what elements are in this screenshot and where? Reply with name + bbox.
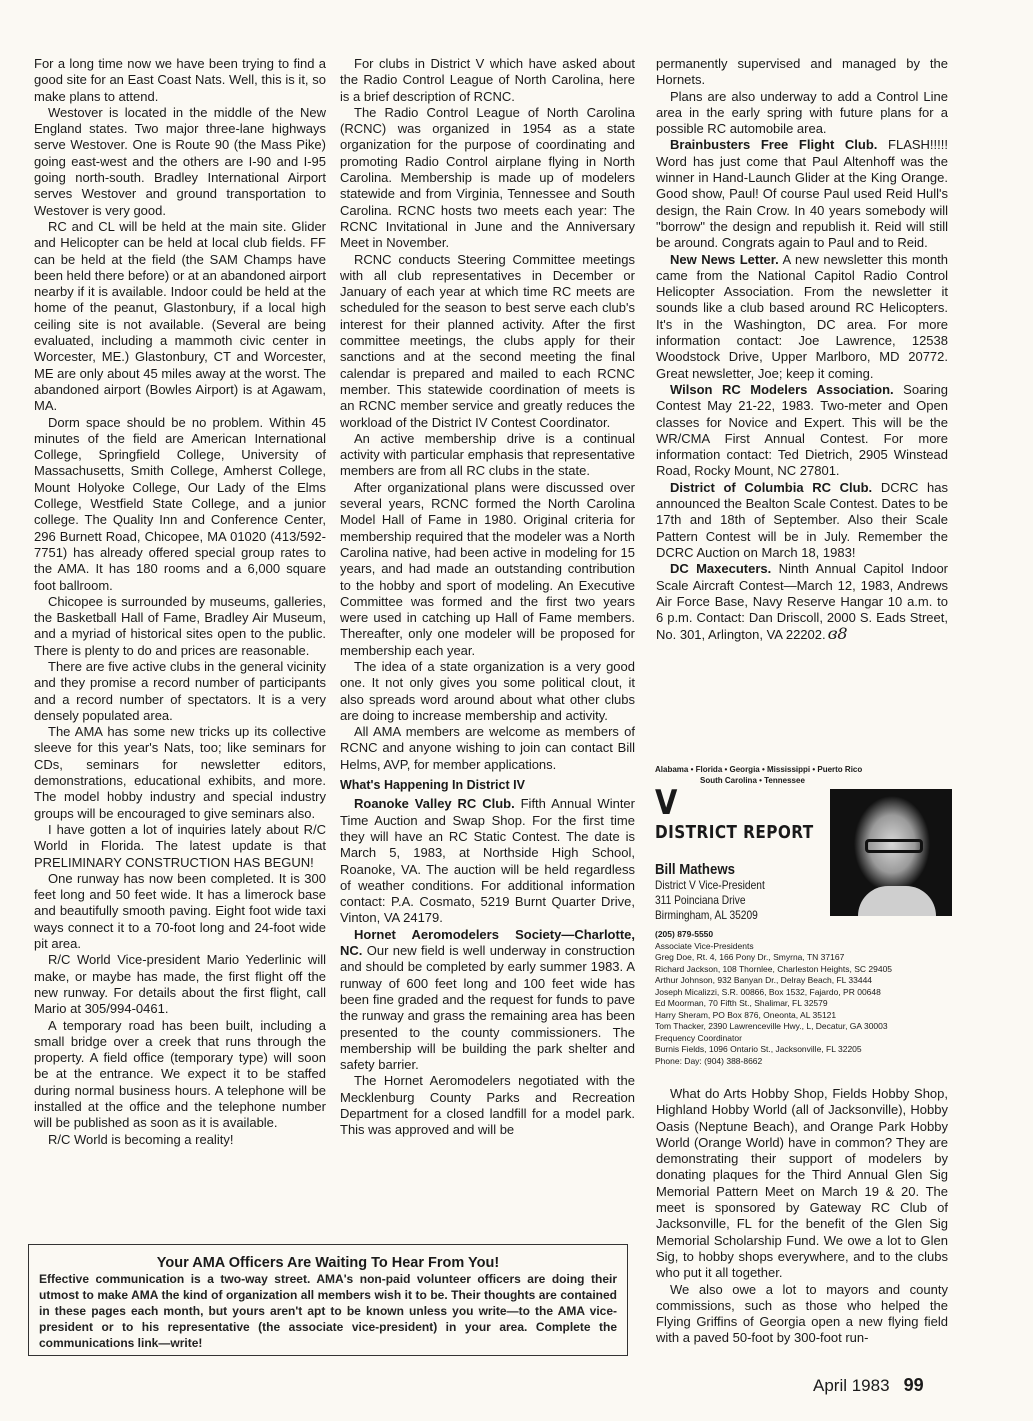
district-number: V: [655, 783, 678, 823]
paragraph-text: Chicopee is surrounded by museums, galleries, the Basketball Hall of Fame, Bradley Air Museum, and a myriad of historical sites open to the public. There is plenty to do and prices are reasonable.: [34, 593, 326, 658]
paragraph-text: One runway has now been completed. It is 300 feet long and 50 feet wide. It has a limerock base and beautifully smooth paving. Eight foot wide taxi ways connect it to a 70-foot long and 24-foot wide pit area.: [34, 870, 326, 952]
district-report-title: DISTRICT REPORT: [655, 822, 814, 843]
ama-officers-notice-box: [28, 1244, 628, 1356]
paragraph-text: There are five active clubs in the general vicinity and they promise a record number of participants and a record number of spectators. It is a very densely populated area.: [34, 658, 326, 723]
article-paragraph: [340, 252, 635, 431]
associate-vp-entry: Tom Thacker, 2390 Lawrenceville Hwy., L, Decatur, GA 30003: [655, 1021, 888, 1031]
article-paragraph: [656, 89, 948, 138]
associates-list: [655, 952, 955, 1033]
article-paragraph: [656, 480, 948, 561]
associates-label: Associate Vice-Presidents: [655, 940, 754, 951]
article-paragraph: [34, 659, 326, 724]
vp-name: Bill Mathews: [655, 861, 735, 878]
vp-portrait-photo: [830, 789, 952, 916]
paragraph-text: DCRC has announced the Bealton Scale Contest. Dates to be 17th and 18th of September. Also their Scale Pattern Contest will be in July. Remember the DCRC Auction on March 18, 1983!: [656, 479, 948, 560]
paragraph-text: The Hornet Aeromodelers negotiated with the Mecklenburg County Parks and Recreation Department for a closed landfill for a model park. This was approved and will be: [340, 1073, 635, 1138]
paragraph-lead: Roanoke Valley RC Club.: [354, 796, 515, 812]
column-3-bottom: [656, 1086, 948, 1347]
vp-address-line-2: Birmingham, AL 35209: [655, 908, 758, 922]
article-paragraph: [656, 137, 948, 251]
article-paragraph: [340, 927, 635, 1074]
paragraph-text: Dorm space should be no problem. Within 45 minutes of the field are American International College, Springfield College, University of Massachusetts, Smith College, Amherst College, Mount Holyoke College, Our Lady of the Elms College, Westfield State College, and a junior college. The Quality Inn and Conference Center, 296 Burnett Road, Chicopee, MA 01020 (413/592-7751) has already offered special group rates to the AMA. It has 180 rooms and a 6,000 square foot ballroom.: [34, 414, 326, 593]
article-paragraph: [34, 594, 326, 659]
associate-vp-entry: Ed Moorman, 70 Fifth St., Shalimar, FL 32579: [655, 998, 828, 1008]
article-paragraph: [34, 219, 326, 415]
article-paragraph: [656, 252, 948, 382]
article-paragraph: [34, 1132, 326, 1148]
glasses-shape: [865, 839, 923, 853]
article-paragraph: [340, 480, 635, 659]
frequency-phone: Phone: Day: (904) 388-8662: [655, 1055, 763, 1066]
paragraph-text: An active membership drive is a continual activity with particular emphasis that representative members are from all RC clubs in the state.: [340, 430, 635, 479]
paragraph-text: The Radio Control League of North Carolina (RCNC) was organized in 1954 as a state organization for the purpose of coordinating and promoting Radio Control airplane flying in North Carolina. Membership is made up of modelers statewide and from Virginia, Tennessee and South Carolina. RCNC hosts two meets each year: The RCNC Invitational in June and the Anniversary Meet in November.: [340, 104, 635, 251]
column-3-top: [656, 56, 948, 644]
shirt-shape: [858, 886, 936, 916]
article-paragraph: [340, 1073, 635, 1138]
article-paragraph: [34, 724, 326, 822]
paragraph-text: After organizational plans were discussed over several years, RCNC formed the North Carolina Model Hall of Fame in 1980. Original criteria for membership required that the modeler was a North Carolina native, had been active in modeling for 15 years, and had made an outstanding contribution to the hobby and sport of modeling. An Executive Committee was formed and the first two years were used in catching up Hall of Fame members. Thereafter, only one modeler will be proposed for membership each year.: [340, 479, 635, 658]
associate-vp-entry: Harry Sheram, PO Box 876, Oneonta, AL 35121: [655, 1009, 837, 1020]
frequency-coordinator: Burnis Fields, 1096 Ontario St., Jacksonville, FL 32205: [655, 1044, 862, 1054]
associate-vp-entry: Greg Doe, Rt. 4, 166 Pony Dr., Smyrna, TN 37167: [655, 952, 845, 962]
column-1: [34, 56, 326, 1148]
paragraph-text: All AMA members are welcome as members of RCNC and anyone wishing to join can contact Bill Helms, AVP, for member applications.: [340, 724, 635, 772]
article-paragraph: [340, 56, 635, 105]
associate-vp-entry: Arthur Johnson, 932 Banyan Dr., Delray Beach, FL 33444: [655, 975, 873, 985]
article-paragraph: [34, 105, 326, 219]
article-paragraph: [34, 822, 326, 871]
paragraph-text: R/C World is becoming a reality!: [48, 1131, 234, 1147]
column-2: [340, 56, 635, 1139]
paragraph-text: What do Arts Hobby Shop, Fields Hobby Shop, Highland Hobby World (all of Jacksonville), Hobby Oasis (Neptune Beach), and Orange Park Hobby World (Orange World) have in common? They are demonstrating their support of modelers by donating plaques for the Third Annual Glen Sig Memorial Pattern Meet on March 19 & 20. The meet is sponsored by Gateway RC Club of Jacksonville, FL for the benefit of the Glen Sig Memorial Scholarship Fund. We owe a lot to Glen Sig, to hobby shops everywhere, and to the clubs who put it all together.: [656, 1086, 948, 1281]
article-paragraph: [340, 796, 635, 926]
paragraph-lead: District of Columbia RC Club.: [670, 479, 873, 495]
article-paragraph: [340, 724, 635, 773]
paragraph-text: Our new field is well underway in construction and should be completed by early summer 1983. A runway of 600 feet long and 100 feet wide has been fine graded and the request for funds to pave the runway and grass the remaining area has been presented to the county commissioners. The membership will be building the park shelter and safety barrier.: [340, 943, 635, 1073]
paragraph-text: A new newsletter this month came from the National Capitol Radio Control Helicopter Association. From the newsletter it sounds like a club based around RC Helicopters. It's in the Washington, DC area. For more information contact: Joe Lawrence, 12538 Woodstock Drive, Upper Marlboro, MD 20772. Great newsletter, Joe; keep it coming.: [656, 251, 948, 381]
paragraph-text: I have gotten a lot of inquiries lately about R/C World in Florida. The latest update is that PRELIMINARY CONSTRUCTION HAS BEGUN!: [34, 821, 326, 870]
paragraph-lead: Wilson RC Modelers Association.: [670, 381, 894, 397]
paragraph-lead: New News Letter.: [670, 251, 779, 267]
article-paragraph: [34, 56, 326, 105]
article-paragraph: [656, 1282, 948, 1347]
paragraph-lead: Brainbusters Free Flight Club.: [670, 137, 878, 153]
notice-title: Your AMA Officers Are Waiting To Hear From You!: [156, 1255, 500, 1271]
paragraph-text: Plans are also underway to add a Control Line area in the early spring with future plans for a possible RC automobile area.: [656, 88, 948, 137]
paragraph-text: For clubs in District V which have asked about the Radio Control League of North Carolina, here is a brief description of RCNC.: [340, 56, 635, 104]
paragraph-text: Fifth Annual Winter Time Auction and Swap Shop. For the first time they will have an RC Static Contest. The date is March 5, 1983, at Northside High School, Roanoke, VA. The auction will be held regardless of weather conditions. For additional information contact: P.A. Cosmato, 5219 Burnt Quarter Drive, Vinton, VA 24179.: [340, 796, 635, 926]
paragraph-text: For a long time now we have been trying to find a good site for an East Coast Nats. Well, this is it, so make plans to attend.: [34, 56, 326, 104]
vp-address-line-1: 311 Poinciana Drive: [655, 893, 746, 907]
paragraph-text: A temporary road has been built, including a small bridge over a creek that runs through the property. A field office (temporary type) will soon be at the entrance. We expect it to be staffed during normal business hours. A telephone will be installed at the office and the telephone number will be published as soon as it is available.: [34, 1017, 326, 1131]
paragraph-lead: DC Maxecuters.: [670, 561, 772, 577]
issue-date: April 1983: [813, 1376, 890, 1395]
article-paragraph: [340, 431, 635, 480]
paragraph-text: Westover is located in the middle of the New England states. Two major three-lane highways serve Westover. One is Route 90 (the Mass Pike) going east-west and the others are I-90 and I-95 going north-south. Bradley International Airport serves Westover and ground transportation to Westover is very good.: [34, 104, 326, 218]
paragraph-text: FLASH!!!!! Word has just come that Paul Altenhoff was the winner in Hand-Launch Glider at the King Orange. Good show, Paul! Of course Paul used Reid Hull's design, the Rain Crow. In 40 years somebody will "borrow" the design and republish it. Reid will still be around. Congrats again to Paul and to Reid.: [656, 137, 948, 251]
paragraph-text: Ninth Annual Capitol Indoor Scale Aircraft Contest—March 12, 1983, Andrews Air Force Base, Navy Reserve Hangar 10 a.m. to 6 p.m. Contact: Dan Driscoll, 2000 S. Eads Street, No. 301, Arlington, VA 22202.: [656, 561, 948, 643]
author-signature: ɞ8: [827, 624, 848, 644]
paragraph-text: R/C World Vice-president Mario Yederlinic will make, or maybe has made, the first flight off the new runway. For details about the first flight, call Mario at 305/994-0461.: [34, 952, 326, 1017]
article-paragraph: [656, 56, 948, 89]
vp-phone: (205) 879-5550: [655, 929, 714, 939]
paragraph-text: RCNC conducts Steering Committee meetings with all club representatives in December or January of each year at which time RC meets are scheduled for the season to best serve each club's interest for their planned activity. After the first committee meetings, the clubs apply for their sanctions and at the second meeting the final calendar is prepared and mailed to each RCNC member. This statewide coordination of meets is an RCNC member service and greatly reduces the workload of the District IV Contest Coordinator.: [340, 251, 635, 430]
paragraph-lead: Hornet Aeromodelers Society—Charlotte, NC.: [340, 926, 635, 959]
district-states: [655, 764, 955, 786]
vp-title: District V Vice-President: [655, 878, 765, 892]
paragraph-text: Soaring Contest May 21-22, 1983. Two-meter and Open classes for Novice and Expert. This will be the WR/CMA First Annual Contest. For more information contact: Ted Dietrich, 2905 Winstead Road, Rocky Mount, NC 27801.: [656, 381, 948, 479]
paragraph-text: RC and CL will be held at the main site. Glider and Helicopter can be held at local club fields. FF can be held at the field (the SAM Champs have been held there before) or at an abandoned airport nearby if it is available. Indoor could be held at the home of the peanut, Glastonbury, if a local high ceiling site is not available. (Several are being evaluated, including a mammoth civic center in Worcester, ME.) Glastonbury, CT and Worcester, ME are only about 45 miles away at the worst. The abandoned airport (Bowles Airport) is at Agawam, MA.: [34, 218, 326, 414]
article-paragraph: [656, 382, 948, 480]
page-footer: [813, 1375, 924, 1396]
frequency-label: Frequency Coordinator: [655, 1032, 742, 1043]
article-paragraph: [656, 561, 948, 643]
article-paragraph: [34, 1018, 326, 1132]
notice-body: Effective communication is a two-way street. AMA's non-paid volunteer officers are doing their utmost to make AMA the kind of organization all members wish it to be. Their thoughts are contained in these pages each month, but yours aren't apt to be known unless you write—to the AMA vice-president or to his representative (the associate vice-president) in your area. Complete the communications link—write!: [39, 1272, 617, 1350]
paragraph-text: We also owe a lot to mayors and county commissions, such as those who helped the Flying Griffins of Georgia open a new flying field with a paved 50-foot by 300-foot run-: [656, 1281, 948, 1346]
associate-vp-entry: Richard Jackson, 108 Thornlee, Charleston Heights, SC 29405: [655, 963, 893, 974]
paragraph-text: permanently supervised and managed by the Hornets.: [656, 56, 948, 88]
paragraph-text: The AMA has some new tricks up its collective sleeve for this year's Nats, too; like seminars for CDs, seminars for newsletter editors, demonstrations, educational exhibits, and more. The model hobby industry and special industry groups will be encouraged to give seminars also.: [34, 724, 326, 821]
associate-vp-entry: Joseph Micalizzi, S.R. 00866, Box 1532, Fajardo, PR 00648: [655, 986, 881, 997]
article-paragraph: [340, 659, 635, 724]
article-paragraph: [34, 871, 326, 952]
page-number: 99: [903, 1375, 924, 1395]
states-line-2: South Carolina • Tennessee: [700, 776, 805, 785]
paragraph-text: The idea of a state organization is a very good one. It not only gives you some political clout, it also spreads word around about what other clubs are doing to increase membership and activity.: [340, 658, 635, 723]
article-paragraph: [34, 415, 326, 594]
article-paragraph: [340, 105, 635, 252]
states-line-1: Alabama • Florida • Georgia • Mississippi • Puerto Rico: [655, 765, 863, 774]
article-paragraph: [34, 952, 326, 1017]
section-heading: What's Happening In District IV: [340, 778, 525, 793]
district-report-header: [655, 764, 955, 1084]
article-paragraph: [656, 1086, 948, 1282]
